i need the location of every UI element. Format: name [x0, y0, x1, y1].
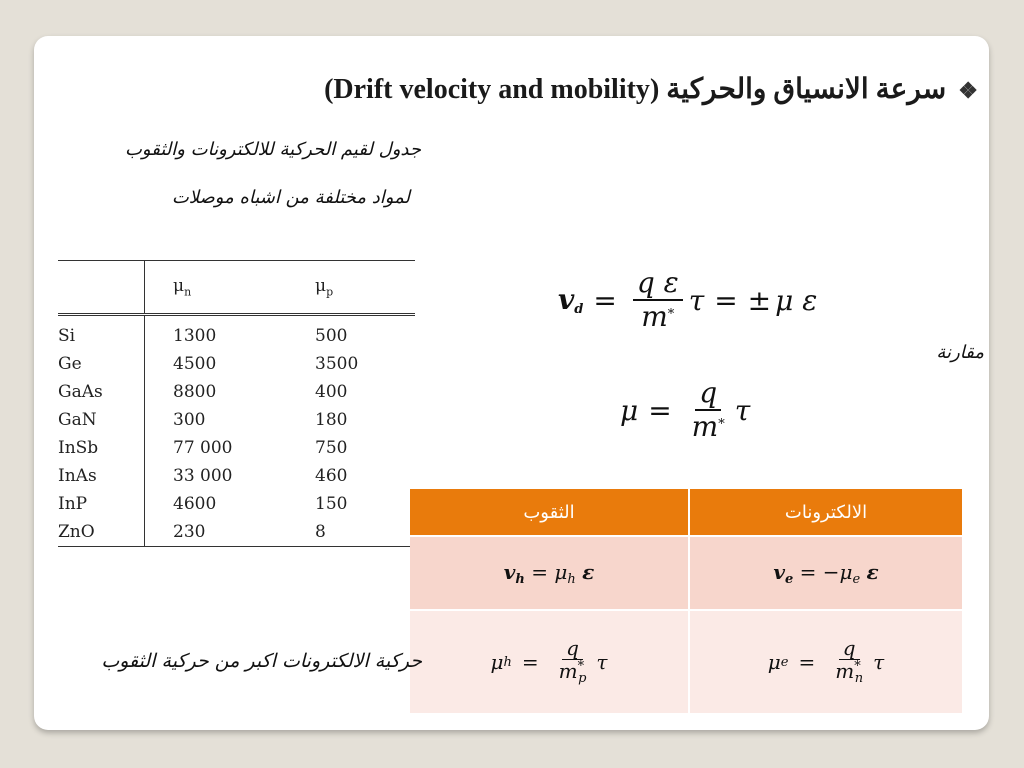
electron-velocity-equation: $v_e = -\mu_e$ ε	[689, 536, 963, 610]
table-row	[58, 490, 415, 518]
mu-n-cell: 4600	[173, 494, 217, 514]
comparison-label: مقارنة	[936, 342, 984, 363]
mu-n-cell: 33 000	[173, 466, 233, 486]
mu-n-cell: 300	[173, 410, 206, 430]
material-cell: InP	[58, 490, 145, 518]
mu-n-cell: 4500	[173, 354, 217, 374]
mu-n-cell: 8800	[173, 382, 217, 402]
header-mu-n: $\mu_n$	[173, 275, 192, 299]
table-row	[58, 462, 415, 490]
mu-p-cell: 750	[315, 438, 348, 458]
mu-p-cell: 180	[315, 410, 348, 430]
material-cell: InAs	[58, 462, 145, 490]
conclusion-text: حركية الالكترونات اكبر من حركية الثقوب	[101, 650, 422, 672]
title-text: سرعة الانسياق والحركية (Drift velocity and mobility)	[324, 74, 947, 105]
mu-p-cell: 8	[315, 522, 326, 542]
header-mu-p: $\mu_p$	[315, 275, 334, 299]
table-row	[58, 518, 415, 547]
mu-n-cell: 1300	[173, 326, 217, 346]
mu-p-cell: 3500	[315, 354, 359, 374]
comparison-table	[410, 489, 964, 713]
table-row	[58, 406, 415, 434]
mu-n-cell: 77 000	[173, 438, 233, 458]
header-holes: الثقوب	[410, 489, 689, 536]
material-cell: GaAs	[58, 378, 145, 406]
electron-mobility-equation: μ e = $\frac{q}{m^*_n}$ τ	[689, 610, 963, 713]
material-cell: ZnO	[58, 518, 145, 547]
mu-p-cell: 460	[315, 466, 348, 486]
drift-velocity-equation: $v_d$ = $\frac{\text{q ε}}{m^*}$ τ = ± μ ε	[558, 266, 818, 333]
mu-p-cell: 400	[315, 382, 348, 402]
material-cell: GaN	[58, 406, 145, 434]
slide-title	[218, 72, 978, 106]
mobility-equation: μ = $\frac{q}{m^*}$ τ	[620, 376, 751, 443]
mobility-table	[58, 260, 415, 547]
table-row	[58, 350, 415, 378]
table-caption-line2: لمواد مختلفة من اشباه موصلات	[171, 187, 410, 208]
mu-p-cell: 150	[315, 494, 348, 514]
material-cell: InSb	[58, 434, 145, 462]
header-electrons: الالكترونات	[689, 489, 963, 536]
table-caption-line1: جدول لقيم الحركية للالكترونات والثقوب	[124, 139, 421, 160]
table-row	[58, 378, 415, 406]
hole-velocity-equation: $v_h = \mu_h$ ε	[410, 536, 689, 610]
hole-mobility-equation: μ h = $\frac{q}{m^*_p}$ τ	[410, 610, 689, 713]
diamond-bullet-icon: ❖	[958, 78, 978, 103]
material-cell: Ge	[58, 350, 145, 378]
header-material	[58, 261, 145, 315]
mu-n-cell: 230	[173, 522, 206, 542]
mu-p-cell: 500	[315, 326, 348, 346]
material-cell: Si	[58, 315, 145, 351]
table-row	[58, 315, 415, 351]
table-row	[58, 434, 415, 462]
